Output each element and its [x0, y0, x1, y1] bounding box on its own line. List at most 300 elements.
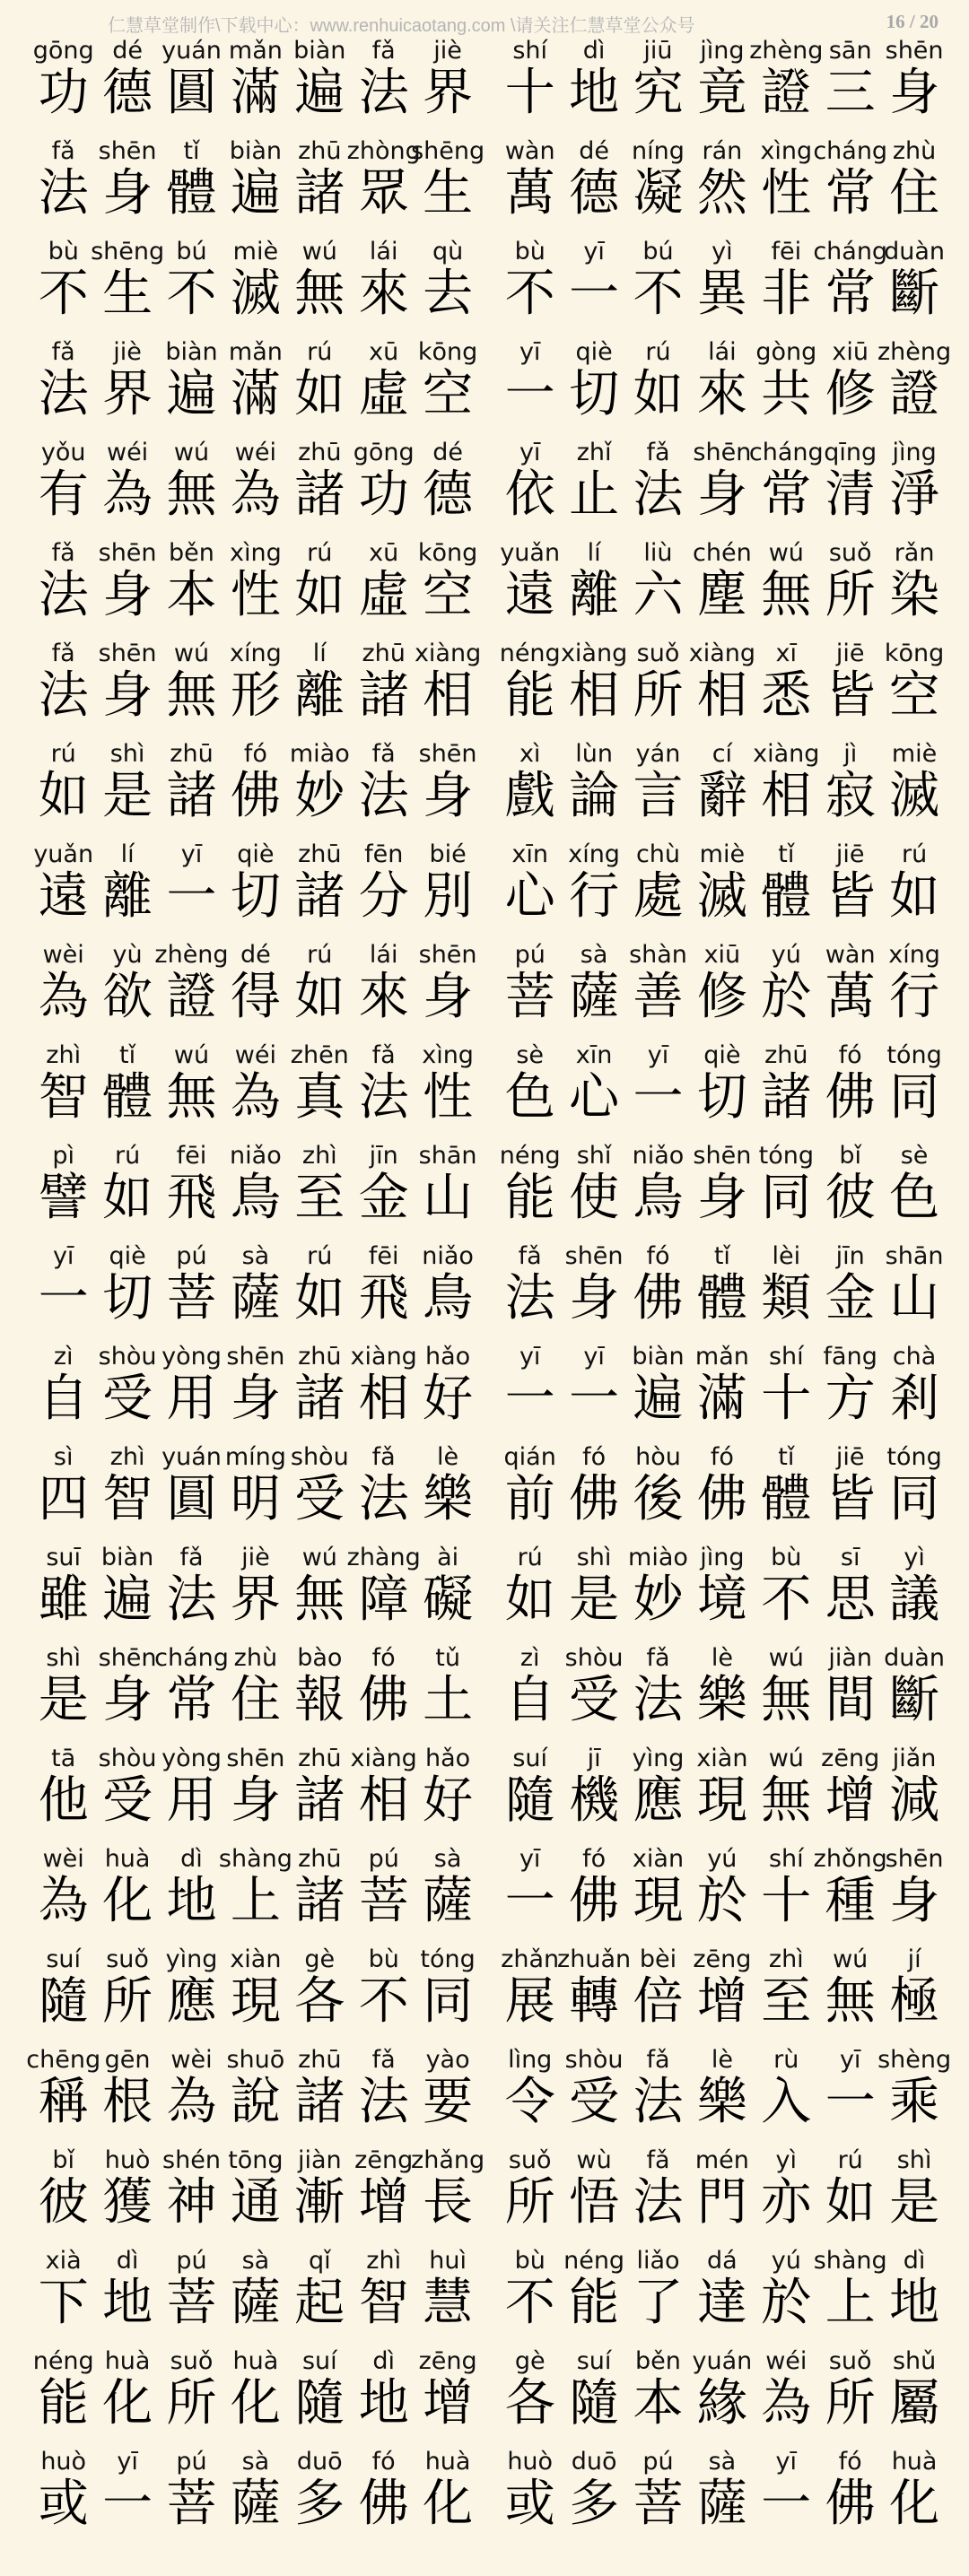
hanzi-character: 受	[569, 1671, 620, 1729]
hanzi-character: 生	[102, 265, 153, 323]
pinyin-text: zhuǎn	[557, 1945, 632, 1973]
hanzi-character: 圓	[166, 64, 217, 122]
verse-right-half	[498, 735, 947, 836]
syllable	[882, 2142, 946, 2242]
syllable	[415, 2343, 479, 2443]
pinyin-text: fǎ	[646, 1644, 670, 1672]
pinyin-text: zì	[53, 1343, 74, 1371]
hanzi-character: 鳥	[633, 1169, 684, 1227]
pinyin-text: bù	[48, 238, 79, 265]
pinyin-text: xìng	[230, 539, 282, 567]
hanzi-character: 十	[761, 1370, 812, 1428]
hanzi-character: 法	[633, 2073, 684, 2131]
pinyin-text: běn	[169, 539, 214, 567]
syllable	[415, 1539, 479, 1640]
pinyin-text: fó	[243, 740, 267, 768]
pinyin-text: yòng	[162, 1745, 222, 1772]
pinyin-text: jiè	[113, 338, 142, 366]
pinyin-text: chù	[635, 840, 681, 868]
syllable	[415, 233, 479, 334]
verse-right-half	[498, 434, 947, 535]
verse-right-half	[498, 1640, 947, 1740]
pinyin-text: miào	[628, 1544, 688, 1571]
hanzi-character: 是	[38, 1671, 89, 1729]
syllable	[415, 334, 479, 434]
pinyin-text: hǎo	[424, 1343, 471, 1371]
pinyin-text: xìng	[760, 137, 813, 165]
verse-line-pair	[0, 635, 969, 735]
hanzi-character: 同	[889, 1068, 940, 1127]
verse-left-half	[31, 1037, 480, 1137]
hanzi-character: 礙	[423, 1571, 474, 1629]
verse-right-half	[498, 1539, 947, 1640]
pinyin-text: xīn	[575, 1041, 613, 1069]
pinyin-text: fǎ	[51, 539, 75, 567]
hanzi-character: 悟	[569, 2173, 620, 2232]
hanzi-character: 切	[569, 365, 620, 423]
hanzi-character: 分	[358, 867, 409, 926]
pinyin-text: shèng	[877, 2046, 952, 2074]
hanzi-character: 一	[761, 2475, 812, 2533]
verse-right-half	[498, 535, 947, 635]
pinyin-text: xiàng	[753, 740, 820, 768]
pinyin-text: xī	[775, 640, 798, 667]
hanzi-character: 辭	[696, 767, 747, 825]
pinyin-text: zhèng	[154, 941, 229, 969]
pinyin-text: wù	[576, 2146, 612, 2174]
pinyin-text: tǔ	[435, 1644, 460, 1672]
pinyin-text: shì	[576, 1544, 612, 1571]
pinyin-text: shān	[885, 1242, 944, 1270]
pinyin-text: zhū	[764, 1041, 808, 1069]
hanzi-character: 上	[825, 2274, 876, 2332]
hanzi-character: 諸	[294, 1370, 345, 1428]
pinyin-text: cháng	[154, 1644, 229, 1672]
hanzi-character: 無	[825, 1972, 876, 2031]
verse-right-half	[498, 1137, 947, 1238]
pinyin-text: huà	[891, 2448, 938, 2476]
pinyin-text: wú	[833, 1945, 869, 1973]
pinyin-text: xiàng	[350, 1343, 417, 1371]
pinyin-text: dì	[372, 2347, 396, 2375]
pinyin-text: cí	[711, 740, 733, 768]
hanzi-character: 空	[889, 666, 940, 725]
hanzi-character: 究	[633, 64, 684, 122]
verse-right-half	[498, 2142, 947, 2242]
pinyin-text: fó	[582, 1845, 607, 1873]
hanzi-character: 住	[889, 164, 940, 222]
pinyin-text: shēng	[411, 137, 485, 165]
pinyin-text: yuǎn	[33, 840, 94, 868]
hanzi-character: 同	[889, 1470, 940, 1528]
pinyin-text: huà	[424, 2448, 471, 2476]
pinyin-text: fó	[371, 2448, 396, 2476]
hanzi-character: 無	[761, 1771, 812, 1830]
verse-line-pair	[0, 2443, 969, 2544]
pinyin-text: sì	[53, 1443, 74, 1471]
hanzi-character: 法	[358, 1470, 409, 1528]
pinyin-text: zēng	[693, 1945, 752, 1973]
hanzi-character: 諸	[294, 164, 345, 222]
hanzi-character: 如	[889, 867, 940, 926]
hanzi-character: 同	[761, 1169, 812, 1227]
verse-line-pair	[0, 32, 969, 133]
hanzi-character: 諸	[166, 767, 217, 825]
pinyin-text: fǎ	[371, 1041, 396, 1069]
hanzi-character: 法	[358, 1068, 409, 1127]
pinyin-text: pú	[514, 941, 546, 969]
pinyin-text: yào	[425, 2046, 470, 2074]
pinyin-text: cháng	[813, 238, 888, 265]
pinyin-text: shēn	[98, 539, 157, 567]
verse-lines	[0, 32, 969, 2544]
pinyin-text: tǐ	[778, 840, 795, 868]
pinyin-text: yī	[117, 2448, 138, 2476]
pinyin-text: chén	[693, 539, 752, 567]
hanzi-character: 增	[696, 1972, 747, 2031]
pinyin-text: huò	[104, 2146, 151, 2174]
pinyin-text: tǐ	[183, 137, 200, 165]
pinyin-text: wú	[301, 1544, 337, 1571]
hanzi-character: 受	[102, 1771, 153, 1830]
pinyin-text: wéi	[234, 439, 276, 466]
hanzi-character: 能	[504, 1169, 555, 1227]
hanzi-character: 佛	[569, 1470, 620, 1528]
pinyin-text: bǐ	[52, 2146, 75, 2174]
hanzi-character: 各	[294, 1972, 345, 2031]
hanzi-character: 十	[761, 1872, 812, 1930]
verse-line-pair	[0, 233, 969, 334]
pinyin-text: tóng	[420, 1945, 476, 1973]
hanzi-character: 法	[633, 1671, 684, 1729]
syllable	[882, 836, 946, 936]
hanzi-character: 達	[696, 2274, 747, 2332]
hanzi-character: 能	[38, 2374, 89, 2432]
hanzi-character: 證	[166, 968, 217, 1026]
pinyin-text: yì	[775, 2146, 798, 2174]
hanzi-character: 如	[38, 767, 89, 825]
hanzi-character: 諸	[294, 466, 345, 524]
pinyin-text: yī	[180, 840, 203, 868]
pinyin-text: chà	[892, 1343, 937, 1371]
pinyin-text: suǒ	[636, 640, 680, 667]
hanzi-character: 能	[504, 666, 555, 725]
hanzi-character: 體	[102, 1068, 153, 1127]
hanzi-character: 好	[423, 1771, 474, 1830]
pinyin-text: rú	[307, 941, 333, 969]
pinyin-text: wú	[768, 539, 804, 567]
hanzi-character: 屬	[889, 2374, 940, 2432]
pinyin-text: gēn	[104, 2046, 151, 2074]
verse-left-half	[31, 936, 480, 1037]
hanzi-character: 滿	[230, 365, 281, 423]
hanzi-character: 化	[102, 1872, 153, 1930]
hanzi-character: 依	[504, 466, 555, 524]
pinyin-text: xíng	[568, 840, 620, 868]
hanzi-character: 身	[102, 1671, 153, 1729]
hanzi-character: 如	[294, 1269, 345, 1327]
syllable	[882, 735, 946, 836]
hanzi-character: 類	[761, 1269, 812, 1327]
pinyin-text: shòu	[290, 1443, 349, 1471]
pinyin-text: shén	[162, 2146, 221, 2174]
hanzi-character: 皆	[825, 1470, 876, 1528]
hanzi-character: 轉	[569, 1972, 620, 2031]
verse-right-half	[498, 1841, 947, 1941]
pinyin-text: ài	[437, 1544, 459, 1571]
pinyin-text: biàn	[165, 338, 218, 366]
pinyin-text: sà	[241, 2448, 270, 2476]
pinyin-text: jiàn	[828, 1644, 873, 1672]
hanzi-character: 淨	[889, 466, 940, 524]
hanzi-character: 法	[38, 365, 89, 423]
pinyin-text: rú	[114, 1142, 141, 1170]
syllable	[415, 936, 479, 1037]
hanzi-character: 薩	[230, 1269, 281, 1327]
pinyin-text: jiē	[835, 840, 865, 868]
hanzi-character: 清	[825, 466, 876, 524]
hanzi-character: 增	[825, 1771, 876, 1830]
hanzi-character: 常	[825, 265, 876, 323]
pinyin-text: yī	[775, 2448, 798, 2476]
verse-line-pair	[0, 1238, 969, 1338]
hanzi-character: 使	[569, 1169, 620, 1227]
syllable	[415, 434, 479, 535]
hanzi-character: 一	[569, 1370, 620, 1428]
pinyin-text: mén	[694, 2146, 749, 2174]
pinyin-text: biàn	[293, 37, 346, 65]
hanzi-character: 遍	[166, 365, 217, 423]
hanzi-character: 無	[166, 466, 217, 524]
pinyin-text: liù	[643, 539, 673, 567]
hanzi-character: 體	[166, 164, 217, 222]
pinyin-text: rú	[307, 539, 333, 567]
hanzi-character: 鳥	[230, 1169, 281, 1227]
verse-left-half	[31, 2443, 480, 2544]
hanzi-character: 能	[569, 2274, 620, 2332]
pinyin-text: zhǐ	[576, 439, 612, 466]
pinyin-text: shēn	[418, 740, 477, 768]
hanzi-character: 隨	[504, 1771, 555, 1830]
hanzi-character: 來	[358, 968, 409, 1026]
pinyin-text: mǎn	[694, 1343, 749, 1371]
hanzi-character: 至	[294, 1169, 345, 1227]
pinyin-text: xū	[369, 539, 399, 567]
verse-left-half	[31, 1740, 480, 1841]
pinyin-text: pú	[368, 1845, 399, 1873]
pinyin-text: zhì	[366, 2247, 402, 2275]
verse-left-half	[31, 434, 480, 535]
hanzi-character: 如	[294, 566, 345, 624]
pinyin-text: wèi	[42, 1845, 84, 1873]
verse-right-half	[498, 2343, 947, 2443]
hanzi-character: 地	[569, 64, 620, 122]
pinyin-text: qiè	[575, 338, 613, 366]
hanzi-character: 如	[504, 1571, 555, 1629]
hanzi-character: 界	[102, 365, 153, 423]
syllable	[415, 1740, 479, 1841]
syllable	[882, 635, 946, 735]
pinyin-text: xiàng	[414, 640, 482, 667]
hanzi-character: 塵	[696, 566, 747, 624]
hanzi-character: 得	[230, 968, 281, 1026]
hanzi-character: 薩	[423, 1872, 474, 1930]
pinyin-text: shí	[512, 37, 548, 65]
pinyin-text: suǒ	[170, 2347, 214, 2375]
pinyin-text: shēn	[98, 1644, 157, 1672]
hanzi-character: 所	[825, 2374, 876, 2432]
pinyin-text: wàn	[825, 941, 876, 969]
hanzi-character: 菩	[166, 2475, 217, 2533]
hanzi-character: 薩	[696, 2475, 747, 2533]
hanzi-character: 受	[102, 1370, 153, 1428]
verse-right-half	[498, 1338, 947, 1439]
pinyin-text: miào	[289, 740, 350, 768]
hanzi-character: 體	[761, 1470, 812, 1528]
pinyin-text: yī	[647, 1041, 669, 1069]
pinyin-text: dì	[582, 37, 606, 65]
hanzi-character: 同	[423, 1972, 474, 2031]
hanzi-character: 欲	[102, 968, 153, 1026]
pinyin-text: shēn	[418, 941, 477, 969]
pinyin-text: wéi	[234, 1041, 276, 1069]
hanzi-character: 佛	[825, 1068, 876, 1127]
hanzi-character: 諸	[294, 2073, 345, 2131]
pinyin-text: wàn	[504, 137, 555, 165]
syllable	[415, 1439, 479, 1539]
pinyin-text: yú	[771, 2247, 801, 2275]
pinyin-text: jìng	[700, 37, 745, 65]
hanzi-character: 色	[889, 1169, 940, 1227]
hanzi-character: 如	[633, 365, 684, 423]
verse-left-half	[31, 1539, 480, 1640]
pinyin-text: zhòng	[346, 137, 421, 165]
syllable	[882, 1037, 946, 1137]
hanzi-character: 飛	[358, 1269, 409, 1327]
hanzi-character: 前	[504, 1470, 555, 1528]
hanzi-character: 現	[230, 1972, 281, 2031]
pinyin-text: suǒ	[828, 539, 872, 567]
hanzi-character: 境	[696, 1571, 747, 1629]
pinyin-text: tōng	[228, 2146, 284, 2174]
syllable	[414, 635, 482, 735]
pinyin-text: néng	[32, 2347, 94, 2375]
pinyin-text: bào	[297, 1644, 343, 1672]
pinyin-text: yuán	[162, 1443, 222, 1471]
syllable	[415, 836, 479, 936]
verse-line-pair	[0, 535, 969, 635]
hanzi-character: 為	[166, 2073, 217, 2131]
hanzi-character: 佛	[358, 2475, 409, 2533]
pinyin-text: chēng	[26, 2046, 101, 2074]
verse-left-half	[31, 2242, 480, 2343]
hanzi-character: 現	[696, 1771, 747, 1830]
verse-left-half	[31, 1439, 480, 1539]
pinyin-text: míng	[224, 1443, 286, 1471]
hanzi-character: 方	[825, 1370, 876, 1428]
pinyin-text: jīn	[835, 1242, 865, 1270]
hanzi-character: 至	[761, 1972, 812, 2031]
hanzi-character: 菩	[166, 2274, 217, 2332]
hanzi-character: 他	[38, 1771, 89, 1830]
hanzi-character: 法	[358, 2073, 409, 2131]
pinyin-text: shēn	[885, 1845, 944, 1873]
hanzi-character: 論	[569, 767, 620, 825]
pinyin-text: zhū	[298, 1745, 342, 1772]
pinyin-text: qiè	[109, 1242, 146, 1270]
pinyin-text: suí	[301, 2347, 337, 2375]
hanzi-character: 證	[761, 64, 812, 122]
hanzi-character: 德	[102, 64, 153, 122]
pinyin-text: qǐ	[308, 2247, 331, 2275]
verse-line-pair	[0, 1740, 969, 1841]
pinyin-text: wú	[301, 238, 337, 265]
verse-line-pair	[0, 735, 969, 836]
hanzi-character: 一	[504, 1370, 555, 1428]
pinyin-text: fǎ	[51, 137, 75, 165]
pinyin-text: xíng	[230, 640, 282, 667]
verse-line-pair	[0, 1137, 969, 1238]
pinyin-text: xiàng	[688, 640, 756, 667]
hanzi-character: 起	[294, 2274, 345, 2332]
pinyin-text: shēn	[885, 37, 944, 65]
hanzi-character: 菩	[358, 1872, 409, 1930]
pinyin-text: pì	[52, 1142, 75, 1170]
hanzi-character: 化	[102, 2374, 153, 2432]
verse-line-pair	[0, 2343, 969, 2443]
hanzi-character: 常	[825, 164, 876, 222]
hanzi-character: 色	[504, 1068, 555, 1127]
hanzi-character: 明	[230, 1470, 281, 1528]
pinyin-text: niǎo	[422, 1242, 474, 1270]
verse-right-half	[498, 1439, 947, 1539]
hanzi-character: 然	[696, 164, 747, 222]
hanzi-character: 法	[504, 1269, 555, 1327]
hanzi-character: 如	[102, 1169, 153, 1227]
hanzi-character: 一	[569, 265, 620, 323]
hanzi-character: 遍	[230, 164, 281, 222]
hanzi-character: 隨	[38, 1972, 89, 2031]
hanzi-character: 樂	[423, 1470, 474, 1528]
hanzi-character: 一	[504, 365, 555, 423]
pinyin-text: zhǎn	[501, 1945, 560, 1973]
hanzi-character: 修	[825, 365, 876, 423]
hanzi-character: 真	[294, 1068, 345, 1127]
pinyin-text: fǎ	[51, 640, 75, 667]
hanzi-character: 現	[633, 1872, 684, 1930]
hanzi-character: 自	[38, 1370, 89, 1428]
syllable	[882, 1740, 946, 1841]
hanzi-character: 相	[358, 1370, 409, 1428]
pinyin-text: zhǒng	[813, 1845, 887, 1873]
pinyin-text: shēn	[693, 1142, 752, 1170]
syllable	[415, 2041, 479, 2142]
hanzi-character: 法	[38, 566, 89, 624]
pinyin-text: yī	[583, 1343, 605, 1371]
hanzi-character: 稱	[38, 2073, 89, 2131]
hanzi-character: 是	[889, 2173, 940, 2232]
hanzi-character: 極	[889, 1972, 940, 2031]
hanzi-character: 形	[230, 666, 281, 725]
pinyin-text: zhì	[109, 1443, 145, 1471]
pinyin-text: yī	[519, 338, 541, 366]
hanzi-character: 德	[423, 466, 474, 524]
pinyin-text: jìng	[892, 439, 937, 466]
hanzi-character: 遍	[294, 64, 345, 122]
pinyin-text: wéi	[765, 2347, 808, 2375]
hanzi-character: 住	[230, 1671, 281, 1729]
hanzi-character: 不	[358, 1972, 409, 2031]
